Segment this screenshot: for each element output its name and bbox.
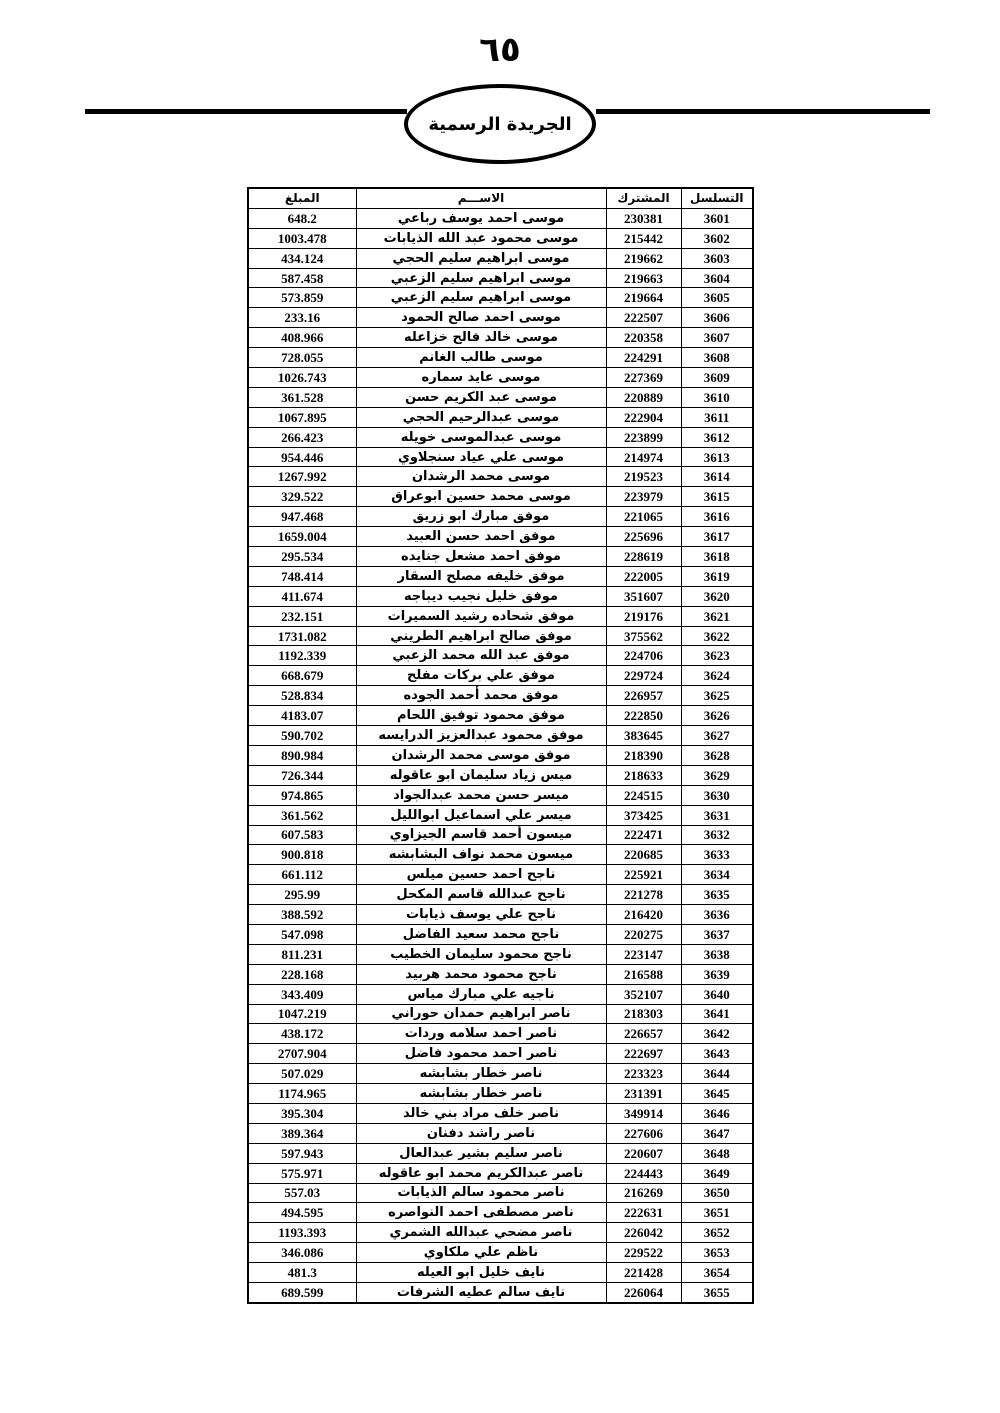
table-row xyxy=(248,805,753,825)
subscriber-cell: 219176 xyxy=(606,606,681,626)
table-row xyxy=(248,1223,753,1243)
serial-cell: 3645 xyxy=(681,1084,753,1104)
name-cell: موسى ابراهيم سليم الزعبي xyxy=(356,268,606,288)
table-row xyxy=(248,1064,753,1084)
serial-cell: 3611 xyxy=(681,407,753,427)
table-row xyxy=(248,1243,753,1263)
serial-cell: 3606 xyxy=(681,308,753,328)
serial-cell: 3622 xyxy=(681,626,753,646)
subscriber-cell: 216420 xyxy=(606,905,681,925)
table-row xyxy=(248,1163,753,1183)
amount-cell: 575.971 xyxy=(248,1163,356,1183)
amount-cell: 228.168 xyxy=(248,964,356,984)
subscribers-table xyxy=(247,187,754,1304)
serial-cell: 3619 xyxy=(681,566,753,586)
serial-cell: 3629 xyxy=(681,765,753,785)
subscriber-cell: 224706 xyxy=(606,646,681,666)
amount-cell: 668.679 xyxy=(248,666,356,686)
serial-cell: 3603 xyxy=(681,248,753,268)
table-row xyxy=(248,606,753,626)
amount-cell: 361.528 xyxy=(248,387,356,407)
serial-cell: 3621 xyxy=(681,606,753,626)
subscriber-cell: 224291 xyxy=(606,348,681,368)
serial-cell: 3635 xyxy=(681,885,753,905)
serial-cell: 3634 xyxy=(681,865,753,885)
subscriber-cell: 214974 xyxy=(606,447,681,467)
subscriber-cell: 352107 xyxy=(606,984,681,1004)
subscriber-cell: 222471 xyxy=(606,825,681,845)
amount-cell: 947.468 xyxy=(248,507,356,527)
amount-cell: 346.086 xyxy=(248,1243,356,1263)
table-row xyxy=(248,1103,753,1123)
table-row xyxy=(248,268,753,288)
table-row xyxy=(248,984,753,1004)
subscriber-cell: 220275 xyxy=(606,924,681,944)
table-row xyxy=(248,865,753,885)
table-body xyxy=(248,208,753,1302)
name-cell: ناصر خطار بشابشه xyxy=(356,1064,606,1084)
subscriber-cell: 231391 xyxy=(606,1084,681,1104)
serial-cell: 3613 xyxy=(681,447,753,467)
table-row xyxy=(248,467,753,487)
name-cell: موفق محمود توفيق اللحام xyxy=(356,706,606,726)
subscriber-cell: 222631 xyxy=(606,1203,681,1223)
serial-cell: 3649 xyxy=(681,1163,753,1183)
serial-cell: 3631 xyxy=(681,805,753,825)
amount-cell: 1067.895 xyxy=(248,407,356,427)
subscriber-cell: 222507 xyxy=(606,308,681,328)
subscriber-cell: 222697 xyxy=(606,1044,681,1064)
table-row xyxy=(248,1123,753,1143)
name-cell: ميسون أحمد قاسم الجيزاوي xyxy=(356,825,606,845)
subscriber-cell: 218633 xyxy=(606,765,681,785)
name-cell: موفق علي بركات مفلح xyxy=(356,666,606,686)
name-cell: ميس زياد سليمان ابو عاقوله xyxy=(356,765,606,785)
table-row xyxy=(248,686,753,706)
name-cell: ميسر علي اسماعيل ابوالليل xyxy=(356,805,606,825)
subscriber-cell: 215442 xyxy=(606,228,681,248)
serial-cell: 3608 xyxy=(681,348,753,368)
name-cell: موسى ابراهيم سليم الزعبي xyxy=(356,288,606,308)
serial-cell: 3604 xyxy=(681,268,753,288)
table-row xyxy=(248,586,753,606)
table-row xyxy=(248,1282,753,1302)
table-row xyxy=(248,646,753,666)
subscriber-cell: 228619 xyxy=(606,547,681,567)
name-cell: ناصر عبدالكريم محمد ابو عاقوله xyxy=(356,1163,606,1183)
amount-cell: 388.592 xyxy=(248,905,356,925)
amount-cell: 661.112 xyxy=(248,865,356,885)
table-row xyxy=(248,885,753,905)
name-cell: موسى عبد الكريم حسن xyxy=(356,387,606,407)
page-number: ٦٥ xyxy=(479,30,521,70)
name-cell: ناصر محمود سالم الذيابات xyxy=(356,1183,606,1203)
amount-cell: 748.414 xyxy=(248,566,356,586)
name-cell: ناصر خطار بشابشه xyxy=(356,1084,606,1104)
subscriber-cell: 226064 xyxy=(606,1282,681,1302)
amount-cell: 1193.393 xyxy=(248,1223,356,1243)
amount-cell: 408.966 xyxy=(248,328,356,348)
subscriber-cell: 223323 xyxy=(606,1064,681,1084)
name-cell: موفق احمد مشعل جنايده xyxy=(356,547,606,567)
name-cell: موفق مبارك ابو زريق xyxy=(356,507,606,527)
name-cell: ناصر خلف مراد بني خالد xyxy=(356,1103,606,1123)
name-cell: موفق موسى محمد الرشدان xyxy=(356,745,606,765)
subscriber-cell: 221065 xyxy=(606,507,681,527)
subscriber-cell: 383645 xyxy=(606,726,681,746)
subscriber-cell: 219662 xyxy=(606,248,681,268)
name-cell: ناجح محمود سليمان الخطيب xyxy=(356,944,606,964)
serial-cell: 3653 xyxy=(681,1243,753,1263)
subscriber-cell: 223979 xyxy=(606,487,681,507)
amount-cell: 361.562 xyxy=(248,805,356,825)
name-cell: موسى عبدالرحيم الحجي xyxy=(356,407,606,427)
serial-cell: 3654 xyxy=(681,1263,753,1283)
table-row xyxy=(248,228,753,248)
amount-cell: 266.423 xyxy=(248,427,356,447)
serial-cell: 3601 xyxy=(681,208,753,228)
table-row xyxy=(248,1084,753,1104)
amount-cell: 389.364 xyxy=(248,1123,356,1143)
subscriber-cell: 223899 xyxy=(606,427,681,447)
name-cell: ناجيه علي مبارك مياس xyxy=(356,984,606,1004)
amount-cell: 4183.07 xyxy=(248,706,356,726)
table-row xyxy=(248,427,753,447)
name-cell: موفق عبد الله محمد الزعبي xyxy=(356,646,606,666)
serial-cell: 3620 xyxy=(681,586,753,606)
amount-cell: 689.599 xyxy=(248,1282,356,1302)
amount-cell: 728.055 xyxy=(248,348,356,368)
header-serial: التسلسل xyxy=(681,188,753,208)
subscriber-cell: 218303 xyxy=(606,1004,681,1024)
serial-cell: 3617 xyxy=(681,527,753,547)
name-cell: ميسر حسن محمد عبدالجواد xyxy=(356,785,606,805)
name-cell: ناصر مصطفى احمد النواصره xyxy=(356,1203,606,1223)
table-row xyxy=(248,1004,753,1024)
amount-cell: 597.943 xyxy=(248,1143,356,1163)
name-cell: موفق احمد حسن العبيد xyxy=(356,527,606,547)
header-subscriber: المشترك xyxy=(606,188,681,208)
amount-cell: 648.2 xyxy=(248,208,356,228)
amount-cell: 343.409 xyxy=(248,984,356,1004)
amount-cell: 528.834 xyxy=(248,686,356,706)
amount-cell: 329.522 xyxy=(248,487,356,507)
table-row xyxy=(248,1044,753,1064)
serial-cell: 3628 xyxy=(681,745,753,765)
name-cell: موسى عبدالموسى خويله xyxy=(356,427,606,447)
serial-cell: 3642 xyxy=(681,1024,753,1044)
amount-cell: 900.818 xyxy=(248,845,356,865)
table-row xyxy=(248,706,753,726)
serial-cell: 3638 xyxy=(681,944,753,964)
name-cell: موسى محمود عبد الله الذيابات xyxy=(356,228,606,248)
amount-cell: 1731.082 xyxy=(248,626,356,646)
name-cell: ناظم علي ملكاوي xyxy=(356,1243,606,1263)
table-row xyxy=(248,1183,753,1203)
subscriber-cell: 219523 xyxy=(606,467,681,487)
amount-cell: 232.151 xyxy=(248,606,356,626)
serial-cell: 3602 xyxy=(681,228,753,248)
amount-cell: 607.583 xyxy=(248,825,356,845)
subscriber-cell: 229522 xyxy=(606,1243,681,1263)
serial-cell: 3615 xyxy=(681,487,753,507)
serial-cell: 3612 xyxy=(681,427,753,447)
table-row xyxy=(248,308,753,328)
table-row xyxy=(248,964,753,984)
amount-cell: 974.865 xyxy=(248,785,356,805)
table-row xyxy=(248,566,753,586)
name-cell: موسى طالب الغانم xyxy=(356,348,606,368)
serial-cell: 3639 xyxy=(681,964,753,984)
name-cell: موسى علي عياد سنجلاوي xyxy=(356,447,606,467)
subscriber-cell: 227606 xyxy=(606,1123,681,1143)
table-row xyxy=(248,944,753,964)
table-row xyxy=(248,447,753,467)
table-row xyxy=(248,348,753,368)
subscriber-cell: 226957 xyxy=(606,686,681,706)
subscriber-cell: 221428 xyxy=(606,1263,681,1283)
subscriber-cell: 216588 xyxy=(606,964,681,984)
subscriber-cell: 225921 xyxy=(606,865,681,885)
amount-cell: 1003.478 xyxy=(248,228,356,248)
table-row xyxy=(248,507,753,527)
table-row xyxy=(248,1024,753,1044)
serial-cell: 3646 xyxy=(681,1103,753,1123)
name-cell: موفق محمود عبدالعزيز الدرايسه xyxy=(356,726,606,746)
name-cell: ناصر سليم بشير عبدالعال xyxy=(356,1143,606,1163)
name-cell: ناصر مضحي عبدالله الشمري xyxy=(356,1223,606,1243)
table-row xyxy=(248,547,753,567)
subscriber-cell: 230381 xyxy=(606,208,681,228)
table-row xyxy=(248,726,753,746)
table-row xyxy=(248,387,753,407)
subscriber-cell: 226657 xyxy=(606,1024,681,1044)
table-row xyxy=(248,785,753,805)
table-row xyxy=(248,407,753,427)
subscriber-cell: 220358 xyxy=(606,328,681,348)
serial-cell: 3648 xyxy=(681,1143,753,1163)
name-cell: موفق صالح ابراهيم الطريني xyxy=(356,626,606,646)
name-cell: ناصر راشد دفنان xyxy=(356,1123,606,1143)
serial-cell: 3626 xyxy=(681,706,753,726)
amount-cell: 1267.992 xyxy=(248,467,356,487)
header-amount: المبلغ xyxy=(248,188,356,208)
amount-cell: 434.124 xyxy=(248,248,356,268)
amount-cell: 1659.004 xyxy=(248,527,356,547)
masthead-oval xyxy=(404,84,596,164)
table-row xyxy=(248,248,753,268)
subscriber-cell: 223147 xyxy=(606,944,681,964)
amount-cell: 438.172 xyxy=(248,1024,356,1044)
amount-cell: 811.231 xyxy=(248,944,356,964)
serial-cell: 3624 xyxy=(681,666,753,686)
subscriber-cell: 225696 xyxy=(606,527,681,547)
subscriber-cell: 224443 xyxy=(606,1163,681,1183)
subscriber-cell: 218390 xyxy=(606,745,681,765)
amount-cell: 590.702 xyxy=(248,726,356,746)
table-row xyxy=(248,208,753,228)
serial-cell: 3651 xyxy=(681,1203,753,1223)
header-name: الاســـم xyxy=(356,188,606,208)
name-cell: موسى احمد يوسف رباعي xyxy=(356,208,606,228)
subscriber-cell: 220889 xyxy=(606,387,681,407)
serial-cell: 3616 xyxy=(681,507,753,527)
amount-cell: 587.458 xyxy=(248,268,356,288)
name-cell: ميسون محمد نواف البشابشه xyxy=(356,845,606,865)
serial-cell: 3643 xyxy=(681,1044,753,1064)
table-row xyxy=(248,1143,753,1163)
subscriber-cell: 227369 xyxy=(606,368,681,388)
amount-cell: 507.029 xyxy=(248,1064,356,1084)
table-row xyxy=(248,666,753,686)
serial-cell: 3609 xyxy=(681,368,753,388)
amount-cell: 1026.743 xyxy=(248,368,356,388)
subscriber-cell: 220685 xyxy=(606,845,681,865)
subscriber-cell: 349914 xyxy=(606,1103,681,1123)
name-cell: موسى محمد حسين ابوعراق xyxy=(356,487,606,507)
subscriber-cell: 219664 xyxy=(606,288,681,308)
serial-cell: 3637 xyxy=(681,924,753,944)
amount-cell: 295.534 xyxy=(248,547,356,567)
table-row xyxy=(248,1263,753,1283)
table-row xyxy=(248,924,753,944)
amount-cell: 411.674 xyxy=(248,586,356,606)
subscriber-cell: 216269 xyxy=(606,1183,681,1203)
serial-cell: 3614 xyxy=(681,467,753,487)
amount-cell: 1192.339 xyxy=(248,646,356,666)
amount-cell: 481.3 xyxy=(248,1263,356,1283)
serial-cell: 3655 xyxy=(681,1282,753,1302)
subscriber-cell: 229724 xyxy=(606,666,681,686)
name-cell: موسى محمد الرشدان xyxy=(356,467,606,487)
amount-cell: 557.03 xyxy=(248,1183,356,1203)
serial-cell: 3627 xyxy=(681,726,753,746)
subscriber-cell: 351607 xyxy=(606,586,681,606)
name-cell: نايف خليل ابو العيله xyxy=(356,1263,606,1283)
table-row xyxy=(248,487,753,507)
header-rule-left xyxy=(85,109,407,114)
serial-cell: 3632 xyxy=(681,825,753,845)
masthead-title: الجريدة الرسمية xyxy=(428,113,572,135)
name-cell: ناصر احمد محمود فاضل xyxy=(356,1044,606,1064)
name-cell: ناجح علي يوسف ذيابات xyxy=(356,905,606,925)
subscriber-cell: 375562 xyxy=(606,626,681,646)
serial-cell: 3610 xyxy=(681,387,753,407)
serial-cell: 3647 xyxy=(681,1123,753,1143)
name-cell: موفق محمد أحمد الجوده xyxy=(356,686,606,706)
name-cell: موسى عايد سماره xyxy=(356,368,606,388)
amount-cell: 494.595 xyxy=(248,1203,356,1223)
name-cell: موفق خليل نجيب ديباجه xyxy=(356,586,606,606)
amount-cell: 726.344 xyxy=(248,765,356,785)
serial-cell: 3630 xyxy=(681,785,753,805)
name-cell: موسى ابراهيم سليم الحجي xyxy=(356,248,606,268)
name-cell: نايف سالم عطيه الشرفات xyxy=(356,1282,606,1302)
name-cell: موسى احمد صالح الحمود xyxy=(356,308,606,328)
amount-cell: 1047.219 xyxy=(248,1004,356,1024)
name-cell: ناصر احمد سلامه وردات xyxy=(356,1024,606,1044)
serial-cell: 3636 xyxy=(681,905,753,925)
amount-cell: 233.16 xyxy=(248,308,356,328)
amount-cell: 295.99 xyxy=(248,885,356,905)
name-cell: موسى خالد فالح خزاعله xyxy=(356,328,606,348)
table-row xyxy=(248,626,753,646)
serial-cell: 3650 xyxy=(681,1183,753,1203)
table-row xyxy=(248,328,753,348)
table-row xyxy=(248,1203,753,1223)
name-cell: ناصر ابراهيم حمدان حوراني xyxy=(356,1004,606,1024)
serial-cell: 3623 xyxy=(681,646,753,666)
subscriber-cell: 219663 xyxy=(606,268,681,288)
serial-cell: 3644 xyxy=(681,1064,753,1084)
header-rule-right xyxy=(596,109,930,114)
amount-cell: 573.859 xyxy=(248,288,356,308)
subscriber-cell: 222850 xyxy=(606,706,681,726)
subscriber-cell: 224515 xyxy=(606,785,681,805)
table-row xyxy=(248,765,753,785)
table-row xyxy=(248,845,753,865)
name-cell: موفق شحاده رشيد السميرات xyxy=(356,606,606,626)
subscriber-cell: 226042 xyxy=(606,1223,681,1243)
subscriber-cell: 222005 xyxy=(606,566,681,586)
serial-cell: 3641 xyxy=(681,1004,753,1024)
subscriber-cell: 221278 xyxy=(606,885,681,905)
amount-cell: 954.446 xyxy=(248,447,356,467)
amount-cell: 1174.965 xyxy=(248,1084,356,1104)
table-row xyxy=(248,527,753,547)
name-cell: موفق خليفه مصلح السقار xyxy=(356,566,606,586)
amount-cell: 547.098 xyxy=(248,924,356,944)
table-row xyxy=(248,368,753,388)
table-row xyxy=(248,825,753,845)
table-row xyxy=(248,905,753,925)
name-cell: ناجح عبدالله قاسم المكحل xyxy=(356,885,606,905)
subscriber-cell: 222904 xyxy=(606,407,681,427)
serial-cell: 3618 xyxy=(681,547,753,567)
serial-cell: 3605 xyxy=(681,288,753,308)
table-row xyxy=(248,745,753,765)
table-header-row xyxy=(248,188,753,208)
serial-cell: 3607 xyxy=(681,328,753,348)
amount-cell: 395.304 xyxy=(248,1103,356,1123)
serial-cell: 3633 xyxy=(681,845,753,865)
serial-cell: 3640 xyxy=(681,984,753,1004)
name-cell: ناجح محمود محمد هربيد xyxy=(356,964,606,984)
amount-cell: 890.984 xyxy=(248,745,356,765)
serial-cell: 3652 xyxy=(681,1223,753,1243)
subscriber-cell: 373425 xyxy=(606,805,681,825)
name-cell: ناجح احمد حسين ميلس xyxy=(356,865,606,885)
table-row xyxy=(248,288,753,308)
amount-cell: 2707.904 xyxy=(248,1044,356,1064)
subscriber-cell: 220607 xyxy=(606,1143,681,1163)
serial-cell: 3625 xyxy=(681,686,753,706)
name-cell: ناجح محمد سعيد الفاضل xyxy=(356,924,606,944)
